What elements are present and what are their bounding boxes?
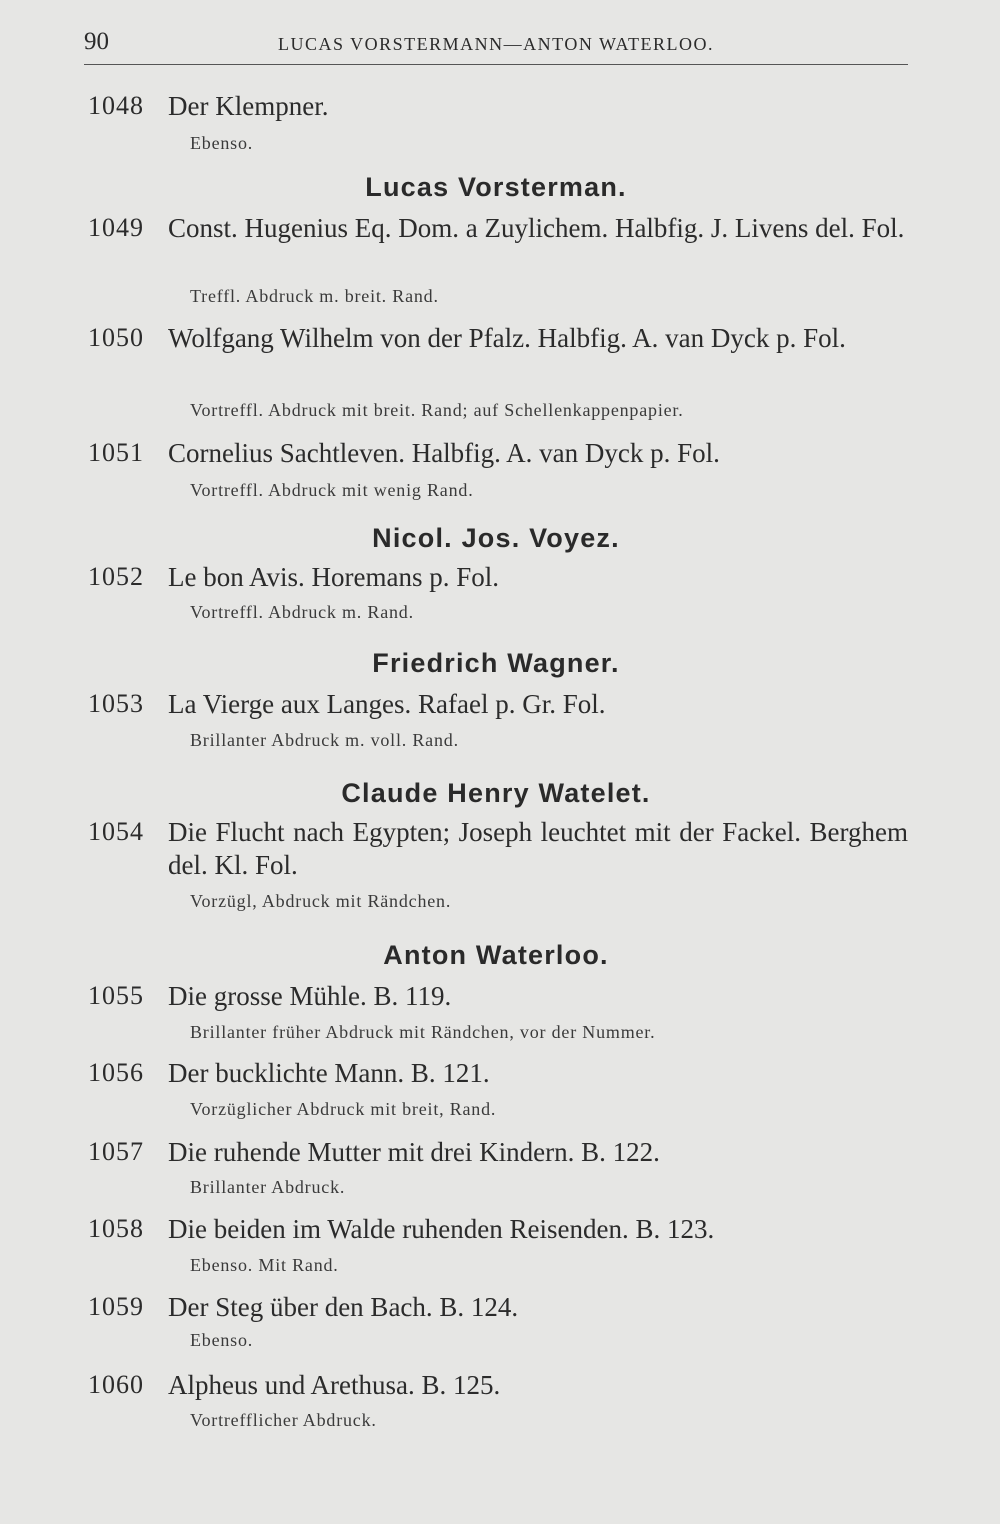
- entry-number: 1057: [88, 1137, 144, 1166]
- entry-note: Brillanter Abdruck.: [190, 1177, 346, 1197]
- entry-note: Vorzügl, Abdruck mit Rändchen.: [190, 891, 452, 911]
- entry-note: Vorzüglicher Abdruck mit breit, Rand.: [190, 1099, 497, 1119]
- entry-title: Die beiden im Walde ruhenden Reisenden. B. 123.: [168, 1214, 715, 1244]
- entry-note: Ebenso.: [190, 133, 254, 153]
- entry-title: Der Steg über den Bach. B. 124.: [168, 1292, 519, 1322]
- entry-number: 1060: [88, 1370, 144, 1399]
- entry-note: Vortreffl. Abdruck mit wenig Rand.: [190, 480, 474, 500]
- entry-number: 1049: [88, 213, 144, 242]
- page-header: [84, 28, 908, 64]
- entry-note: Treffl. Abdruck m. breit. Rand.: [190, 286, 439, 306]
- entry-note: Brillanter Abdruck m. voll. Rand.: [190, 730, 459, 750]
- running-title: LUCAS VORSTERMANN—ANTON WATERLOO.: [277, 34, 715, 54]
- entry-number: 1054: [88, 817, 144, 846]
- page-number: 90: [84, 28, 109, 55]
- entry-title: Cornelius Sachtleven. Halbfig. A. van Dyck p. Fol.: [168, 438, 720, 468]
- entry-number: 1056: [88, 1058, 144, 1087]
- section-heading-voyez: Nicol. Jos. Voyez.: [372, 523, 620, 553]
- entry-title: La Vierge aux Langes. Rafael p. Gr. Fol.: [168, 689, 606, 719]
- entry-title: Die grosse Mühle. B. 119.: [168, 981, 452, 1011]
- entry-title: Die Flucht nach Egypten; Joseph leuchtet mit der Fackel. Berghem del. Kl. Fol.: [168, 817, 908, 880]
- entry-number: 1052: [88, 562, 144, 591]
- entry-title: Alpheus und Arethusa. B. 125.: [168, 1370, 501, 1400]
- entry-note: Brillanter früher Abdruck mit Rändchen, vor der Nummer.: [190, 1022, 656, 1042]
- entry-number: 1055: [88, 981, 144, 1010]
- entry-number: 1059: [88, 1292, 144, 1321]
- entry-number: 1058: [88, 1214, 144, 1243]
- entry-number: 1053: [88, 689, 144, 718]
- header-rule: [84, 64, 908, 65]
- entry-number: 1051: [88, 438, 144, 467]
- entry-note: Ebenso. Mit Rand.: [190, 1255, 339, 1275]
- entry-title: Le bon Avis. Horemans p. Fol.: [168, 562, 499, 592]
- entry-title: Die ruhende Mutter mit drei Kindern. B. 122.: [168, 1137, 660, 1167]
- entry-title: Const. Hugenius Eq. Dom. a Zuylichem. Halbfig. J. Livens del. Fol.: [168, 213, 905, 243]
- entry-number: 1050: [88, 323, 144, 352]
- entry-title: Der bucklichte Mann. B. 121.: [168, 1058, 490, 1088]
- entry-title: Wolfgang Wilhelm von der Pfalz. Halbfig. A. van Dyck p. Fol.: [168, 323, 846, 353]
- section-heading-wagner: Friedrich Wagner.: [372, 648, 620, 678]
- entry-note: Vortrefflicher Abdruck.: [190, 1410, 377, 1430]
- entry-title: Der Klempner.: [168, 91, 329, 121]
- entry-note: Ebenso.: [190, 1330, 254, 1350]
- entry-number: 1048: [88, 91, 144, 120]
- section-heading-vorsterman: Lucas Vorsterman.: [365, 172, 627, 202]
- section-heading-waterloo: Anton Waterloo.: [383, 940, 609, 970]
- entry-note: Vortreffl. Abdruck m. Rand.: [190, 602, 414, 622]
- section-heading-watelet: Claude Henry Watelet.: [341, 778, 651, 808]
- entry-note: Vortreffl. Abdruck mit breit. Rand; auf Schellenkappenpapier.: [190, 400, 684, 420]
